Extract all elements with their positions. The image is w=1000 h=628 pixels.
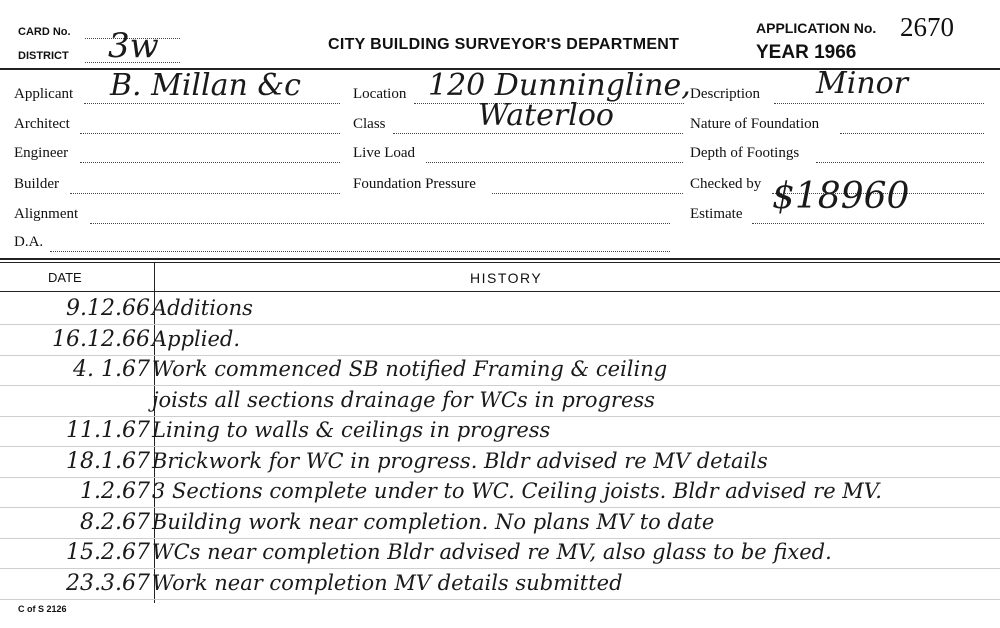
history-header-divider	[0, 291, 1000, 292]
history-entry-text: 3 Sections complete under to WC. Ceiling joists. Bldr advised re MV.	[152, 479, 882, 503]
applicant-value: B. Millan &c	[110, 68, 301, 103]
history-entry-text: Applied.	[152, 326, 241, 351]
history-top-border	[0, 258, 1000, 260]
depth-line	[816, 162, 984, 163]
location-label: Location	[353, 86, 407, 102]
history-date: 15.2.67	[66, 540, 150, 565]
history-entry-text: Additions	[152, 296, 253, 320]
class-line	[393, 133, 683, 134]
alignment-line	[90, 223, 670, 224]
location-value-line2: Waterloo	[478, 98, 614, 133]
estimate-label: Estimate	[690, 206, 743, 222]
history-row-line	[0, 385, 1000, 386]
nature-line	[840, 133, 984, 134]
history-row-line	[0, 599, 1000, 600]
applicant-line	[84, 103, 340, 104]
application-number: 2670	[900, 12, 954, 42]
nature-of-foundation-label: Nature of Foundation	[690, 116, 820, 132]
architect-label: Architect	[14, 116, 70, 132]
department-title: CITY BUILDING SURVEYOR'S DEPARTMENT	[328, 36, 680, 53]
engineer-label: Engineer	[14, 145, 69, 161]
builder-label: Builder	[14, 176, 59, 192]
da-label: D.A.	[14, 234, 44, 250]
location-value-line1: 120 Dunningline,	[428, 68, 691, 103]
history-entry-text: Lining to walls & ceilings in progress	[152, 418, 551, 442]
card-no-label: CARD No.	[18, 26, 71, 38]
history-row-line	[0, 568, 1000, 569]
class-label: Class	[353, 116, 386, 132]
history-date: 18.1.67	[66, 448, 150, 474]
district-label: DISTRICT	[18, 50, 69, 62]
history-row-line	[0, 416, 1000, 417]
estimate-line	[752, 223, 984, 224]
year: YEAR 1966	[756, 42, 857, 63]
history-entry-text: joists all sections drainage for WCs in progress	[152, 387, 655, 412]
alignment-label: Alignment	[14, 206, 79, 222]
history-entry-text: Brickwork for WC in progress. Bldr advised re MV details	[152, 448, 768, 473]
history-entry-text: Work commenced SB notified Framing & ceiling	[152, 357, 668, 381]
history-row-line	[0, 355, 1000, 356]
history-date: 8.2.67	[80, 509, 150, 535]
foundation-pressure-label: Foundation Pressure	[353, 176, 476, 192]
history-entry-text: Building work near completion. No plans MV to date	[152, 509, 715, 534]
district-value: 3w	[108, 26, 159, 66]
description-label: Description	[690, 86, 760, 102]
foundation-pressure-line	[492, 193, 683, 194]
da-line	[50, 251, 670, 252]
estimate-value: $18960	[772, 176, 910, 217]
engineer-line	[80, 162, 340, 163]
history-date: 9.12.66	[66, 296, 150, 321]
history-entry-text: Work near completion MV details submitted	[152, 570, 623, 595]
applicant-label: Applicant	[14, 86, 74, 102]
description-value: Minor	[816, 66, 909, 101]
form-code: C of S 2126	[18, 604, 67, 614]
history-row-line	[0, 538, 1000, 539]
architect-line	[80, 133, 340, 134]
live-load-label: Live Load	[353, 145, 416, 161]
history-column-header: HISTORY	[470, 270, 543, 286]
checked-by-label: Checked by	[690, 176, 762, 192]
application-label: APPLICATION No.	[756, 20, 877, 36]
description-line	[774, 103, 984, 104]
date-column-header: DATE	[48, 270, 82, 285]
history-row-line	[0, 507, 1000, 508]
live-load-line	[426, 162, 683, 163]
history-date: 1.2.67	[80, 479, 150, 504]
history-date: 23.3.67	[66, 570, 150, 596]
depth-of-footings-label: Depth of Footings	[690, 145, 800, 161]
history-date: 4. 1.67	[73, 357, 150, 382]
history-top-border-inner	[0, 262, 1000, 263]
history-entry-text: WCs near completion Bldr advised re MV, also glass to be fixed.	[152, 540, 832, 564]
history-date: 11.1.67	[66, 418, 150, 443]
history-row-line	[0, 477, 1000, 478]
builder-line	[70, 193, 340, 194]
history-row-line	[0, 324, 1000, 325]
history-date: 16.12.66	[52, 326, 150, 352]
history-row-line	[0, 446, 1000, 447]
